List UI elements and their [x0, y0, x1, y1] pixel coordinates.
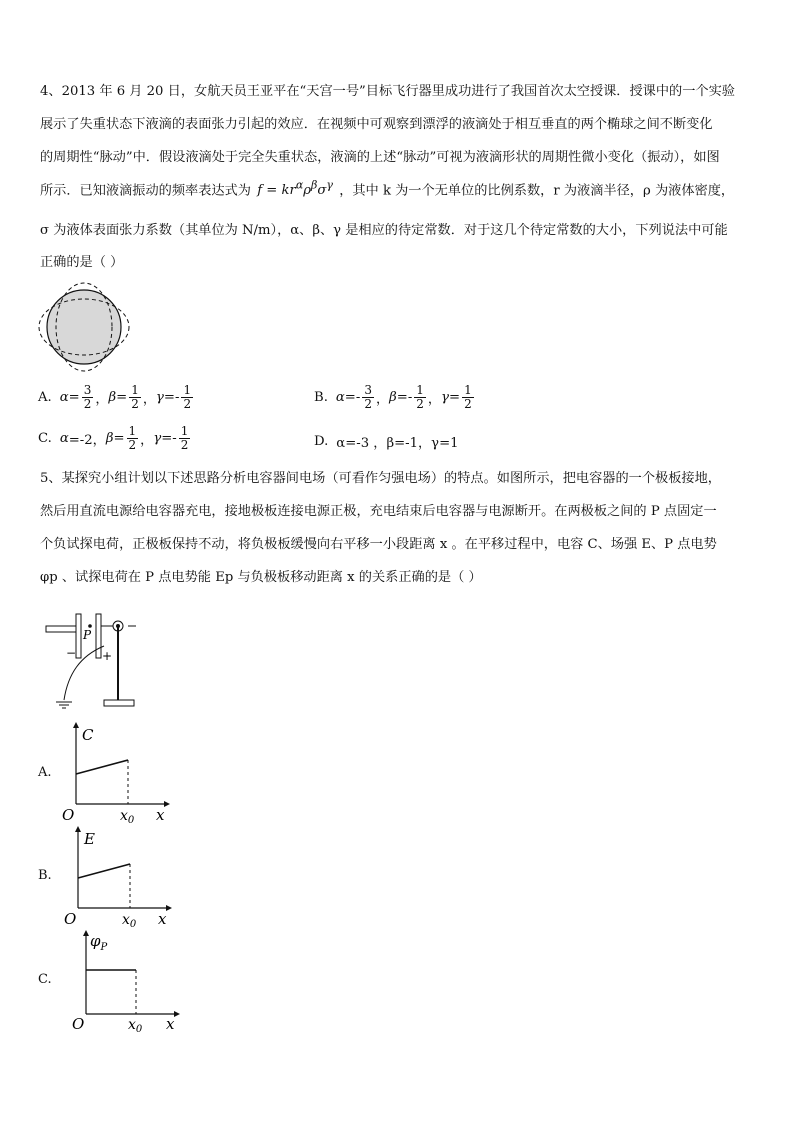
graph-a-x-label: x	[156, 806, 165, 824]
q4-line-5: σ 为液体表面张力系数（其单位为 N/m），α、β、γ 是相应的待定常数．对于这几个待定常数的大小，下列说法中可能	[40, 223, 728, 238]
q4-line-4-text-b: ，其中 k 为一个无单位的比例系数，r 为液滴半径，ρ 为液体密度，	[339, 183, 735, 199]
option-b-label: B.	[314, 390, 328, 405]
graph-c-x-label: x	[166, 1015, 175, 1032]
graph-a-c-vs-x	[60, 722, 176, 824]
graph-c-origin: O	[72, 1015, 85, 1032]
q4-option-b[interactable]: B. α =- $\frac{3}{2}$ ， β =- $\frac{1}{2}$ ， γ = $\frac{1}{2}$	[314, 383, 472, 411]
q5-line-1: 5、某探究小组计划以下述思路分析电容器间电场（可看作匀强电场）的特点。如图所示，把电容器的一个极板接地，	[40, 471, 721, 486]
gamma-fraction: $\frac{1}{2}$	[183, 383, 192, 411]
q4-option-c[interactable]: C. α =-2， β = $\frac{1}{2}$ ， γ =- $\frac{1}{2}$	[38, 424, 189, 452]
graph-b-origin: O	[64, 910, 77, 928]
droplet-figure	[38, 282, 132, 372]
q5-line-4: φp 、试探电荷在 P 点电势能 Ep 与负极板移动距离 x 的关系正确的是（ ）	[40, 570, 482, 585]
q5-option-a-label[interactable]: A.	[38, 765, 52, 780]
point-p-label: P	[83, 628, 92, 642]
graph-a-y-label: C	[82, 726, 94, 744]
graph-b-e-vs-x	[62, 826, 178, 928]
graph-a-origin: O	[62, 806, 75, 824]
option-c-label: C.	[38, 431, 52, 446]
q4-line-2: 展示了失重状态下液滴的表面张力引起的效应．在视频中可观察到漂浮的液滴处于相互垂直的两个椭球之间不断变化	[40, 117, 713, 132]
graph-b-x0-label: $x_0$	[122, 912, 137, 928]
q5-line-3: 个负试探电荷，正极板保持不动，将负极板缓慢向右平移一小段距离 x 。在平移过程中，电容 C、场强 E、P 点电势	[40, 537, 717, 552]
capacitor-figure	[40, 612, 150, 712]
q4-line-4-text: 所示．已知液滴振动的频率表达式为	[40, 183, 251, 199]
graph-b-x-label: x	[158, 910, 167, 928]
graph-b-y-label: E	[84, 830, 95, 848]
q4-line-3: 的周期性“脉动”中．假设液滴处于完全失重状态，液滴的上述“脉动”可视为液滴形状的周期性微小变化（振动），如图	[40, 150, 720, 165]
option-d-label: D.	[314, 434, 329, 449]
q4-line-1: 4、2013 年 6 月 20 日，女航天员王亚平在“天宫一号”目标飞行器里成功进行了我国首次太空授课．授课中的一个实验	[40, 84, 735, 99]
q4-formula: $f = kr^\alpha\rho^\beta\sigma^\gamma$	[257, 179, 333, 199]
q5-option-c-label[interactable]: C.	[38, 972, 52, 987]
q5-option-b-label[interactable]: B.	[38, 868, 52, 883]
graph-c-y-label: $\varphi_P$	[90, 932, 108, 953]
q4-option-a[interactable]: A. α = $\frac{3}{2}$ ， β = $\frac{1}{2}$ ， γ =- $\frac{1}{2}$	[38, 383, 192, 411]
q4-line-4	[40, 179, 734, 198]
graph-a-x0-label: $x_0$	[120, 808, 135, 824]
option-d-text: α=-3 ，β=-1，γ=1	[336, 436, 459, 451]
graph-c-phi-vs-x	[70, 928, 186, 1032]
alpha-fraction: $\frac{3}{2}$	[83, 383, 92, 411]
beta-fraction: $\frac{1}{2}$	[131, 383, 139, 411]
plus-sign: +	[102, 649, 113, 663]
q5-line-2: 然后用直流电源给电容器充电，接地极板连接电源正极，充电结束后电容器与电源断开。在两极板之间的 P 点固定一	[40, 504, 717, 519]
option-a-label: A.	[38, 390, 52, 405]
graph-c-x0-label: $x_0$	[128, 1017, 143, 1032]
minus-sign: −	[66, 646, 77, 660]
q4-option-d[interactable]	[314, 432, 459, 451]
q4-line-6: 正确的是（ ）	[40, 255, 124, 270]
